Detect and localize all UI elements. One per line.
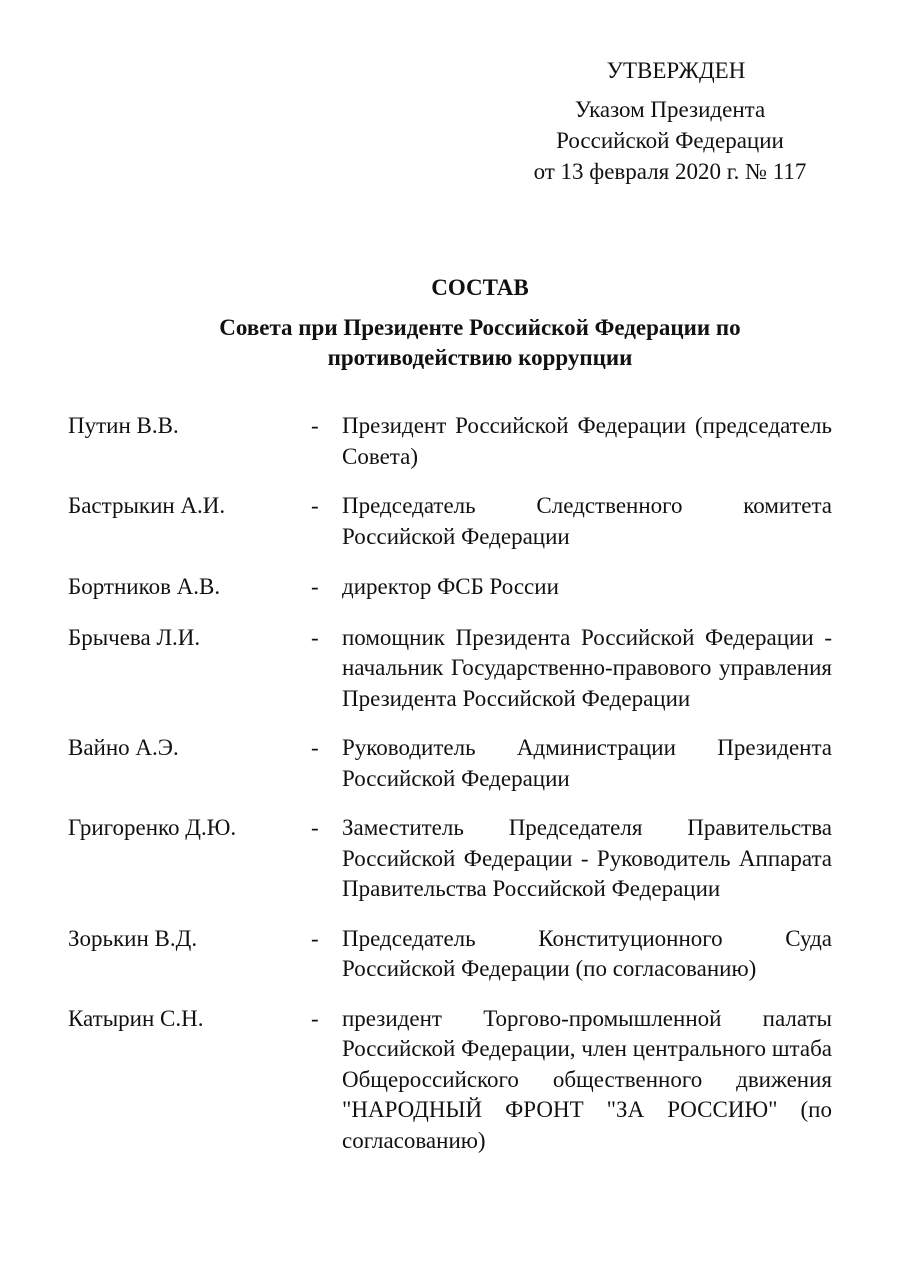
member-row <box>68 733 832 794</box>
member-role: Президент Российской Федерации (председатель Совета) <box>342 413 832 469</box>
member-dash: - <box>311 413 319 438</box>
approval-decree-line: Указом Президента <box>574 97 766 122</box>
member-name: Григоренко Д.Ю. <box>68 815 237 840</box>
member-row <box>68 572 832 603</box>
member-row <box>68 924 832 985</box>
member-role: Руководитель Администрации Президента Российской Федерации <box>342 735 832 791</box>
member-role: Председатель Следственного комитета Российской Федерации <box>342 493 832 549</box>
member-row <box>68 491 832 552</box>
approval-date-line: от 13 февраля 2020 г. № 117 <box>533 159 807 184</box>
member-role: президент Торгово-промышленной палаты Российской Федерации, член центрального штаба Общероссийского общественного движения "НАРОДНЫЙ ФРОНТ "ЗА РОССИЮ" (по согласованию) <box>342 1005 832 1153</box>
member-row <box>68 1004 832 1157</box>
member-dash: - <box>311 1005 319 1031</box>
title-block <box>140 272 820 373</box>
member-name: Катырин С.Н. <box>68 1005 204 1031</box>
member-role: Председатель Конституционного Суда Российской Федерации (по согласованию) <box>342 925 832 981</box>
approval-authority-line: Российской Федерации <box>556 128 784 153</box>
document-subtitle: Совета при Президенте Российской Федерации по противодействию коррупции <box>219 315 741 370</box>
member-dash: - <box>311 493 319 518</box>
member-name: Брычева Л.И. <box>68 624 201 650</box>
member-name: Вайно А.Э. <box>68 735 179 760</box>
member-name: Бастрыкин А.И. <box>68 493 226 518</box>
member-dash: - <box>311 735 319 760</box>
member-dash: - <box>311 624 319 650</box>
member-row <box>68 813 832 905</box>
member-name: Бортников А.В. <box>68 574 221 599</box>
approved-word: УТВЕРЖДЕН <box>606 58 746 83</box>
member-dash: - <box>311 925 319 951</box>
member-name: Зорькин В.Д. <box>68 925 198 951</box>
member-dash: - <box>311 815 319 840</box>
member-dash: - <box>311 574 319 599</box>
member-row <box>68 411 832 472</box>
document-title: СОСТАВ <box>431 275 529 300</box>
members-list <box>68 411 832 1156</box>
member-role: директор ФСБ России <box>342 574 559 599</box>
member-row <box>68 623 832 715</box>
member-name: Путин В.В. <box>68 413 179 438</box>
member-role: Заместитель Председателя Правительства Российской Федерации - Руководитель Аппарата Правительства Российской Федерации <box>342 815 832 901</box>
member-role: помощник Президента Российской Федерации - начальник Государственно-правового управления Президента Российской Федерации <box>342 624 832 711</box>
approval-stamp <box>505 56 835 187</box>
